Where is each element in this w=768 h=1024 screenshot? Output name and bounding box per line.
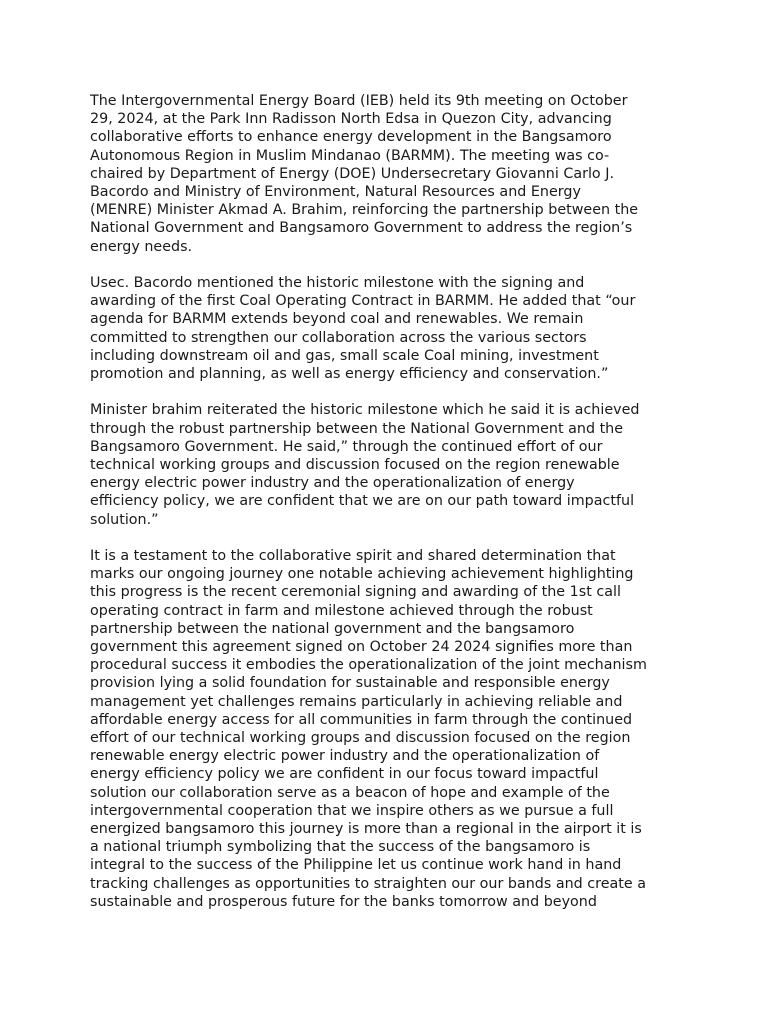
document-body — [90, 92, 690, 929]
paragraph-3: Minister brahim reiterated the historic milestone which he said it is achieved through the robust partnership between the National Government and the Bangsamoro Government. He said,” through the continued effort of our technical working groups and discussion focused on the region renewable energy electric power industry and the operationalization of energy efficiency policy, we are confident that we are on our path toward impactful solution.” — [90, 402, 640, 528]
paragraph-4: It is a testament to the collaborative spirit and shared determination that marks our ongoing journey one notable achieving achievement highlighting this progress is the recent ceremonial signing and awarding of the 1st call operating contract in farm and milestone achieved through the robust partnership between the national government and the bangsamoro government this agreement signed on October 24 2024 signifies more than procedural success it embodies the operationalization of the joint mechanism provision lying a solid foundation for sustainable and responsible energy management yet challenges remains particularly in achieving reliable and affordable energy access for all communities in farm through the continued effort of our technical working groups and discussion focused on the region renewable energy electric power industry and the operationalization of energy efficiency policy we are confident in our focus toward impactful solution our collaboration serve as a beacon of hope and example of the intergovernmental cooperation that we inspire others as we pursue a full energized bangsamoro this journey is more than a regional in the airport it is a national triumph symbolizing that the success of the bangsamoro is integral to the success of the Philippine let us continue work hand in hand tracking challenges as opportunities to straighten our our bands and create a sustainable and prosperous future for the banks tomorrow and beyond — [90, 548, 647, 910]
paragraph-2: Usec. Bacordo mentioned the historic milestone with the signing and awarding of the first Coal Operating Contract in BARMM. He added that “our agenda for BARMM extends beyond coal and renewables. We remain committed to strengthen our collaboration across the various sectors including downstream oil and gas, small scale Coal mining, investment promotion and planning, as well as energy efficiency and conservation.” — [90, 275, 636, 383]
paragraph-1: The Intergovernmental Energy Board (IEB) held its 9th meeting on October 29, 2024, at the Park Inn Radisson North Edsa in Quezon City, advancing collaborative efforts to enhance energy development in the Bangsamoro Autonomous Region in Muslim Mindanao (BARMM). The meeting was co- chaired by Department of Energy (DOE) Undersecretary Giovanni Carlo J. Bacordo and Ministry of Environment, Natural Resources and Energy (MENRE) Minister Akmad A. Brahim, reinforcing the partnership between the National Government and Bangsamoro Government to address the region’s energy needs. — [90, 93, 639, 255]
